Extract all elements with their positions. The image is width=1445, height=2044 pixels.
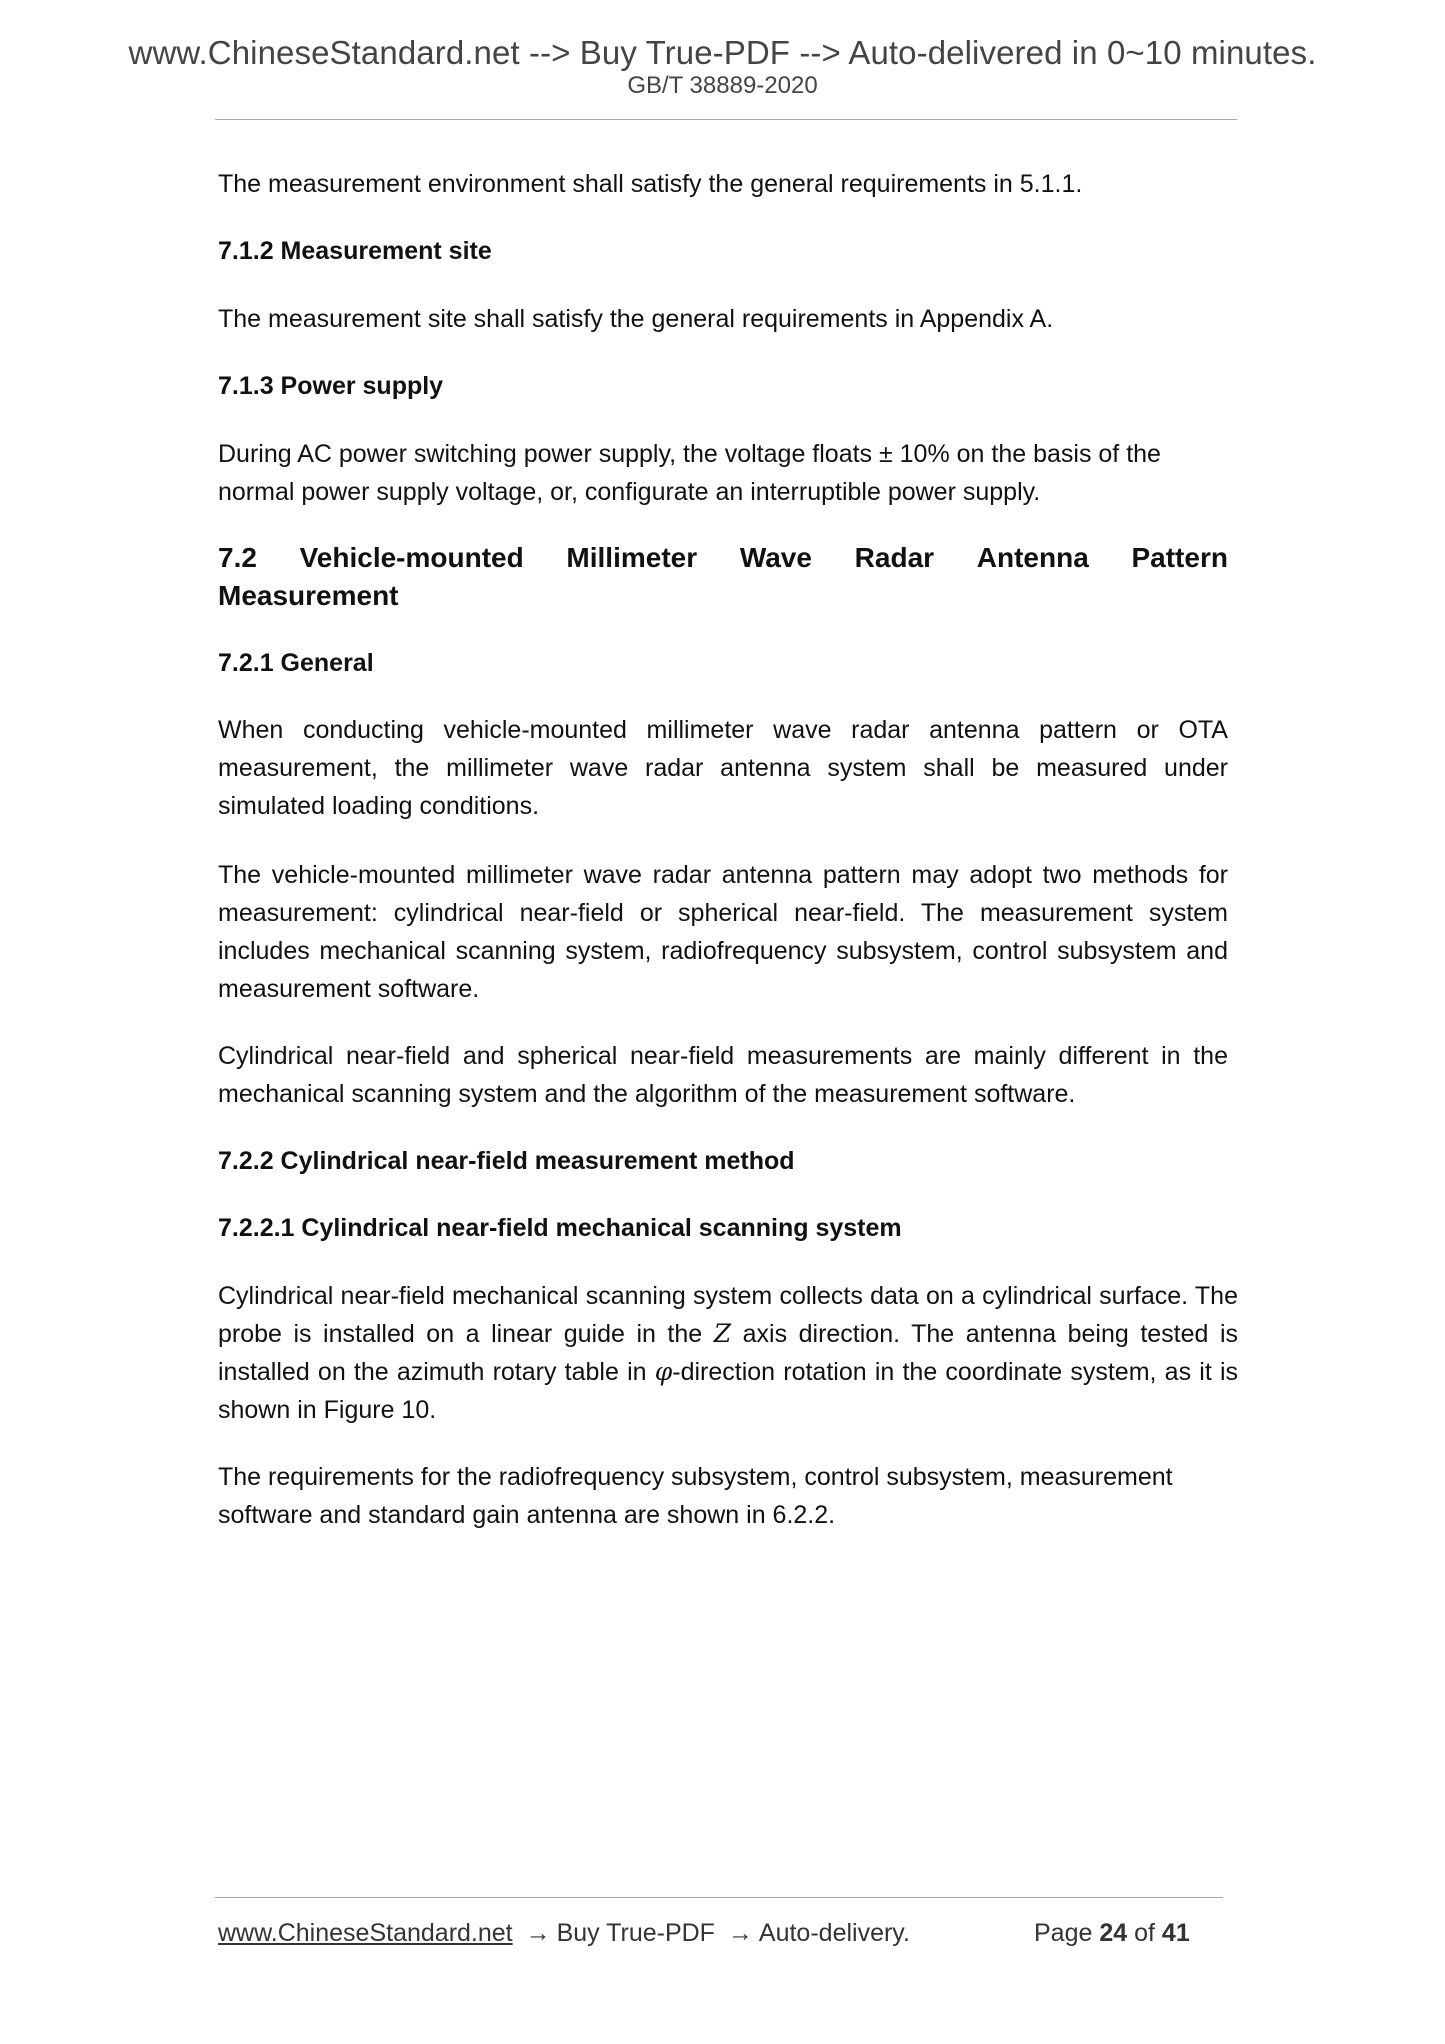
- heading-7-2-1: 7.2.1 General: [218, 649, 374, 677]
- heading-7-2-line-1: [218, 539, 1228, 577]
- paragraph-pattern-methods: The vehicle-mounted millimeter wave radar antenna pattern may adopt two methods for measurement: cylindrical near-field or spherical near-field. The measurement system includes mechanical scanning system, radiofrequency subsystem, control subsystem and measurement software.: [218, 861, 1228, 1003]
- paragraph-scanning-system: [218, 1277, 1238, 1429]
- heading-7-2-word: Millimeter: [566, 542, 698, 573]
- heading-7-2-word: 7.2: [218, 542, 257, 573]
- scanning-text-b: axis direction. The antenna being tested is installed on the azimuth rotary table in: [218, 1320, 1239, 1386]
- page-number: [1034, 1916, 1190, 1950]
- heading-7-2-line-2: Measurement: [218, 580, 399, 611]
- header-banner: www.ChineseStandard.net --> Buy True-PDF --> Auto-delivered in 0~10 minutes.: [128, 34, 1317, 71]
- footer-links: [218, 1916, 910, 1950]
- arrow-right-icon: →: [727, 1919, 753, 1947]
- heading-7-1-2: 7.1.2 Measurement site: [218, 237, 492, 265]
- heading-7-1-3: 7.1.3 Power supply: [218, 372, 444, 400]
- page-label: Page: [1034, 1919, 1093, 1947]
- heading-7-2-word: Radar: [854, 542, 935, 573]
- variable-phi: φ: [654, 1357, 673, 1386]
- heading-7-2-word: Wave: [739, 542, 812, 573]
- heading-7-2-2: 7.2.2 Cylindrical near-field measurement method: [218, 1147, 795, 1175]
- paragraph-general: When conducting vehicle-mounted millimeter wave radar antenna pattern or OTA measurement, the millimeter wave radar antenna system shall be measured under simulated loading conditions.: [218, 716, 1228, 820]
- paragraph-power-supply: [218, 435, 1228, 511]
- heading-7-2-2-1: 7.2.2.1 Cylindrical near-field mechanical scanning system: [218, 1214, 902, 1242]
- paragraph-measurement-environment: The measurement environment shall satisfy the general requirements in 5.1.1.: [218, 170, 1083, 198]
- of-label: of: [1134, 1919, 1155, 1947]
- paragraph-power-supply-line-2: normal power supply voltage, or, configurate an interruptible power supply.: [218, 478, 1041, 506]
- heading-7-2: [218, 539, 1228, 615]
- heading-7-2-word: Pattern: [1131, 542, 1228, 573]
- variable-z: Z: [713, 1319, 732, 1348]
- paragraph-subsystem-requirements: The requirements for the radiofrequency subsystem, control subsystem, measurement software and standard gain antenna are shown in 6.2.2.: [218, 1463, 1173, 1529]
- footer-delivery-text: Auto-delivery.: [758, 1919, 910, 1947]
- scanning-text-c: -direction rotation in the coordinate system, as it is shown in Figure 10.: [218, 1358, 1239, 1424]
- paragraph-measurement-site: The measurement site shall satisfy the general requirements in Appendix A.: [218, 305, 1054, 333]
- footer-site-link[interactable]: www.ChineseStandard.net: [218, 1919, 513, 1947]
- footer-buy-text: Buy True-PDF: [556, 1919, 715, 1947]
- arrow-right-icon: →: [525, 1919, 551, 1947]
- standard-code: GB/T 38889-2020: [627, 72, 818, 99]
- heading-7-2-word: Antenna: [976, 542, 1089, 573]
- page-current: 24: [1099, 1919, 1128, 1947]
- heading-7-2-word: Vehicle-mounted: [299, 542, 524, 573]
- paragraph-near-field-difference: Cylindrical near-field and spherical near-field measurements are mainly different in the mechanical scanning system and the algorithm of the measurement software.: [218, 1042, 1228, 1108]
- page-total: 41: [1161, 1919, 1190, 1947]
- paragraph-power-supply-line-1: During AC power switching power supply, the voltage floats ± 10% on the basis of the: [218, 440, 1161, 468]
- footer-divider: [215, 1897, 1223, 1898]
- scanning-text-a: Cylindrical near-field mechanical scanning system collects data on a cylindrical surface. The probe is installed on a linear guide in the: [218, 1282, 1238, 1348]
